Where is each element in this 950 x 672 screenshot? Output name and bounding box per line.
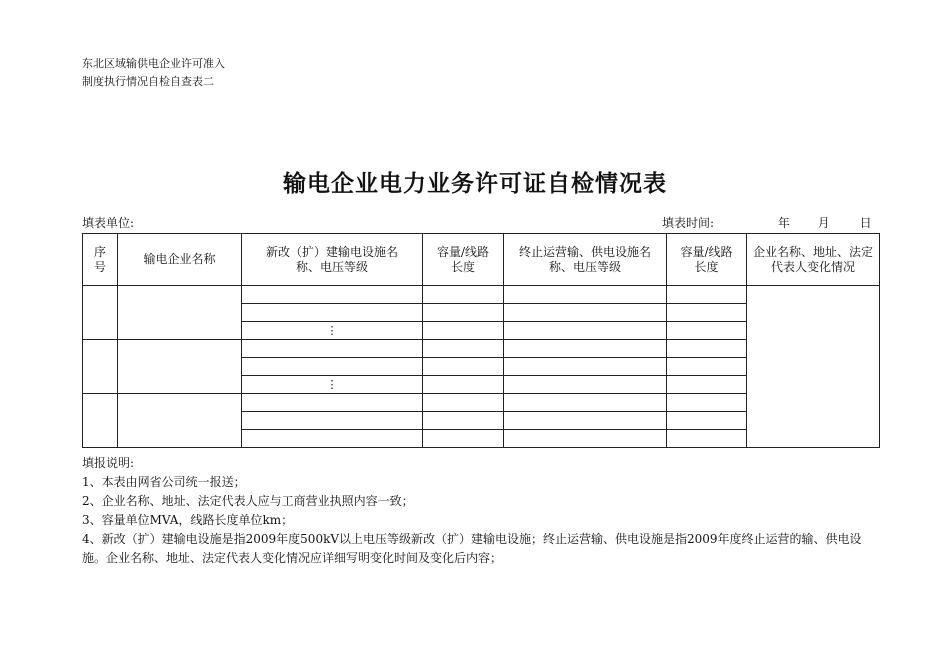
table-row	[83, 286, 880, 304]
cell[interactable]	[423, 394, 504, 412]
col-header-seq: 序号	[83, 234, 118, 286]
year-label: 年	[777, 216, 790, 230]
cell[interactable]	[667, 322, 747, 340]
cell[interactable]	[667, 394, 747, 412]
changes-cell[interactable]	[747, 286, 880, 448]
cell[interactable]	[667, 376, 747, 394]
cell[interactable]	[423, 376, 504, 394]
day-label: 日	[859, 216, 872, 230]
note-item-1: 1、本表由网省公司统一报送；	[82, 475, 246, 489]
note-item-4: 4、新改（扩）建输电设施是指2009年度500kV以上电压等级新改（扩）建输电设施；终止运营输、供电设施是指2009年度终止运营的输、供电设施。企业名称、地址、法定代表人变化情况应详细写明变化时间及变化后内容；	[82, 532, 862, 565]
col-header-terminated-facility: 终止运营输、供电设施名称、电压等级	[504, 234, 667, 286]
cell[interactable]	[504, 376, 667, 394]
cell[interactable]	[667, 430, 747, 448]
company-cell[interactable]	[118, 286, 242, 340]
note-item-2: 2、企业名称、地址、法定代表人应与工商营业执照内容一致；	[82, 494, 414, 508]
ellipsis-cell[interactable]: ⋮	[242, 376, 423, 394]
filling-instructions	[82, 454, 882, 568]
col-header-capacity-terminated: 容量/线路长度	[667, 234, 747, 286]
cell[interactable]	[504, 286, 667, 304]
month-label: 月	[817, 216, 830, 230]
col-header-new-facility: 新改（扩）建输电设施名称、电压等级	[242, 234, 423, 286]
col-header-capacity-new: 容量/线路长度	[423, 234, 504, 286]
cell[interactable]	[504, 358, 667, 376]
cell[interactable]	[667, 304, 747, 322]
cell[interactable]	[423, 286, 504, 304]
fill-time	[662, 214, 872, 231]
notes-heading: 填报说明:	[82, 456, 135, 470]
cell[interactable]	[242, 394, 423, 412]
cell[interactable]	[504, 412, 667, 430]
seq-cell[interactable]	[83, 394, 118, 448]
ellipsis-cell[interactable]: ⋮	[242, 322, 423, 340]
cell[interactable]	[242, 430, 423, 448]
page-title: 输电企业电力业务许可证自检情况表	[283, 171, 667, 197]
inspection-table	[82, 233, 880, 448]
cell[interactable]	[242, 304, 423, 322]
col-header-changes: 企业名称、地址、法定代表人变化情况	[747, 234, 880, 286]
cell[interactable]	[242, 286, 423, 304]
cell[interactable]	[504, 322, 667, 340]
cell[interactable]	[423, 340, 504, 358]
cell[interactable]	[423, 430, 504, 448]
seq-cell[interactable]	[83, 286, 118, 340]
header-line-1: 东北区域输供电企业许可准入	[82, 57, 225, 70]
company-cell[interactable]	[118, 394, 242, 448]
note-item-3: 3、容量单位MVA，线路长度单位km；	[82, 513, 294, 527]
cell[interactable]	[504, 394, 667, 412]
cell[interactable]	[504, 430, 667, 448]
col-header-company: 输电企业名称	[118, 234, 242, 286]
cell[interactable]	[242, 412, 423, 430]
fill-time-label: 填表时间:	[662, 216, 715, 230]
table-header-row	[83, 234, 880, 286]
cell[interactable]	[667, 286, 747, 304]
cell[interactable]	[242, 340, 423, 358]
document-header	[82, 55, 225, 91]
cell[interactable]	[423, 322, 504, 340]
cell[interactable]	[504, 340, 667, 358]
cell[interactable]	[423, 358, 504, 376]
cell[interactable]	[504, 304, 667, 322]
cell[interactable]	[667, 358, 747, 376]
cell[interactable]	[242, 358, 423, 376]
cell[interactable]	[667, 340, 747, 358]
company-cell[interactable]	[118, 340, 242, 394]
header-line-2: 制度执行情况自检自查表二	[82, 75, 214, 88]
fill-unit-label: 填表单位:	[82, 216, 135, 230]
cell[interactable]	[667, 412, 747, 430]
seq-cell[interactable]	[83, 340, 118, 394]
cell[interactable]	[423, 412, 504, 430]
cell[interactable]	[423, 304, 504, 322]
